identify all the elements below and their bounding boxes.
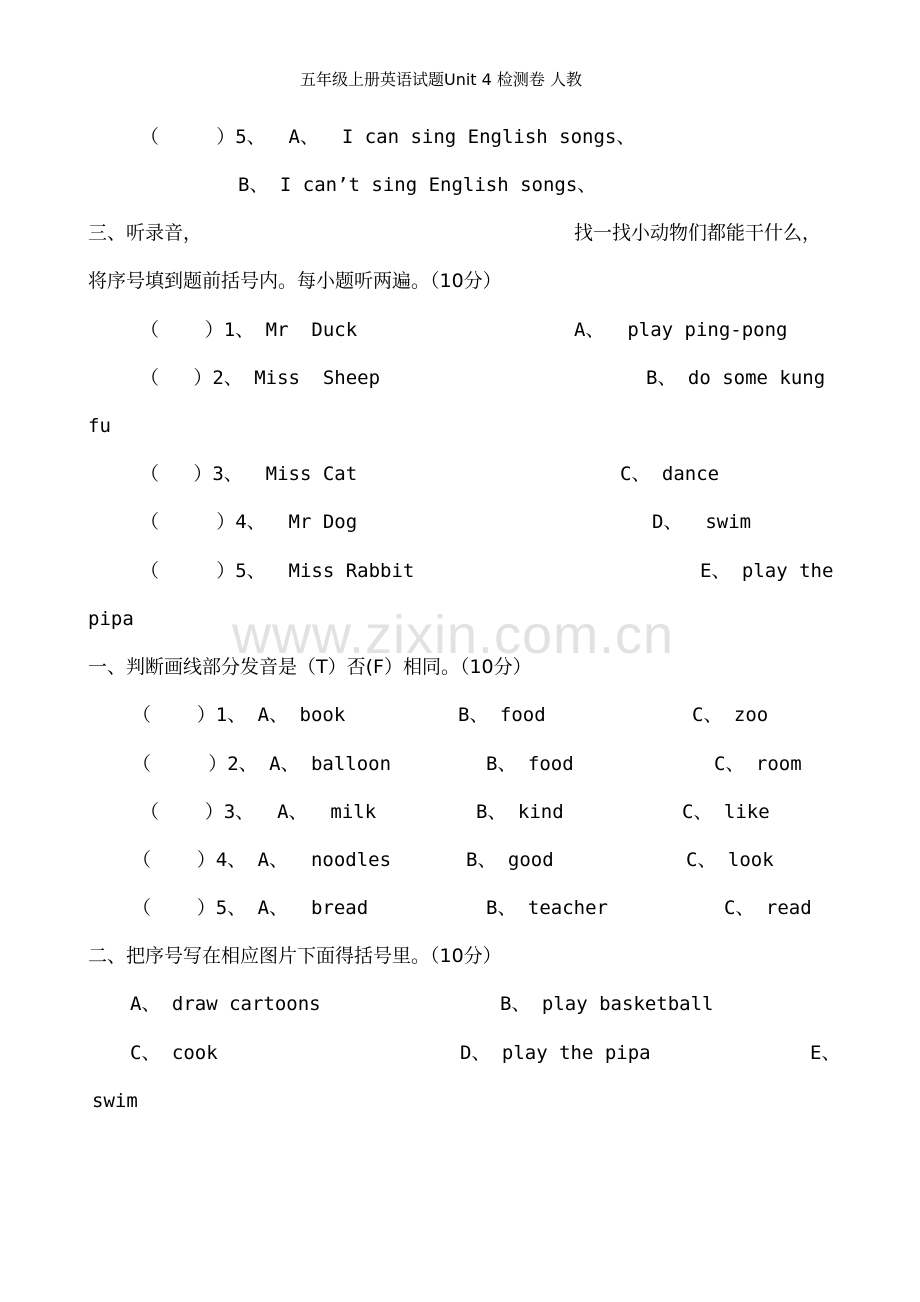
s1-row-5-c: C、 read xyxy=(724,897,812,919)
s1-row-2-c: C、 room xyxy=(714,753,802,775)
s3-option-e-cont: pipa xyxy=(88,608,134,630)
s2-option-b: B、 play basketball xyxy=(500,993,714,1015)
s1-row-1-b: B、 food xyxy=(458,704,546,726)
s3-item-3: （ ）3、 Miss Cat xyxy=(140,463,358,485)
s3-option-b-cont: fu xyxy=(88,415,111,437)
s2-option-e-cont: swim xyxy=(92,1090,138,1112)
s1-row-4-b: B、 good xyxy=(466,849,554,871)
s1-row-3-b: B、 kind xyxy=(476,801,564,823)
s1-row-3-c: C、 like xyxy=(682,801,770,823)
s3-item-5: （ ）5、 Miss Rabbit xyxy=(140,560,415,582)
s1-row-2-b: B、 food xyxy=(486,753,574,775)
page-header: 五年级上册英语试题Unit 4 检测卷 人教 xyxy=(300,70,583,89)
s2-option-c: C、 cook xyxy=(130,1042,218,1064)
s3-option-d: D、 swim xyxy=(652,511,752,533)
s1-row-3-a: （ ）3、 A、 milk xyxy=(140,801,377,823)
s3-option-c: C、 dance xyxy=(620,463,720,485)
s1-row-5-a: （ ）5、 A、 bread xyxy=(132,897,369,919)
s3-option-a: A、 play ping-pong xyxy=(574,319,788,341)
section3-heading-cont: 将序号填到题前括号内。每小题听两遍。（10分） xyxy=(88,270,502,292)
s1-row-4-a: （ ）4、 A、 noodles xyxy=(132,849,392,871)
watermark: www.zixin.com.cn xyxy=(232,605,675,665)
s1-row-2-a: （ ）2、 A、 balloon xyxy=(132,753,392,775)
s2-option-d: D、 play the pipa xyxy=(460,1042,651,1064)
s3-option-b: B、 do some kung xyxy=(646,367,826,389)
s3-item-1: （ ）1、 Mr Duck xyxy=(140,319,358,341)
s3-item-4: （ ）4、 Mr Dog xyxy=(140,511,358,533)
s2-option-a: A、 draw cartoons xyxy=(130,993,321,1015)
prev-question-b: B、 I can’t sing English songs、 xyxy=(238,174,597,196)
s3-item-2: （ ）2、 Miss Sheep xyxy=(140,367,381,389)
section3-heading: 三、听录音， xyxy=(88,222,203,244)
section3-heading-right: 找一找小动物们都能干什么， xyxy=(574,222,822,244)
s1-row-4-c: C、 look xyxy=(686,849,774,871)
prev-question-a: （ ）5、 A、 I can sing English songs、 xyxy=(140,126,636,148)
s2-option-e: E、 xyxy=(810,1042,841,1064)
section2-heading: 二、把序号写在相应图片下面得括号里。（10分） xyxy=(88,945,502,967)
s1-row-1-c: C、 zoo xyxy=(692,704,769,726)
s1-row-5-b: B、 teacher xyxy=(486,897,608,919)
s3-option-e: E、 play the xyxy=(700,560,834,582)
section1-heading: 一、判断画线部分发音是（T）否(F）相同。（10分） xyxy=(88,656,532,678)
s1-row-1-a: （ ）1、 A、 book xyxy=(132,704,346,726)
